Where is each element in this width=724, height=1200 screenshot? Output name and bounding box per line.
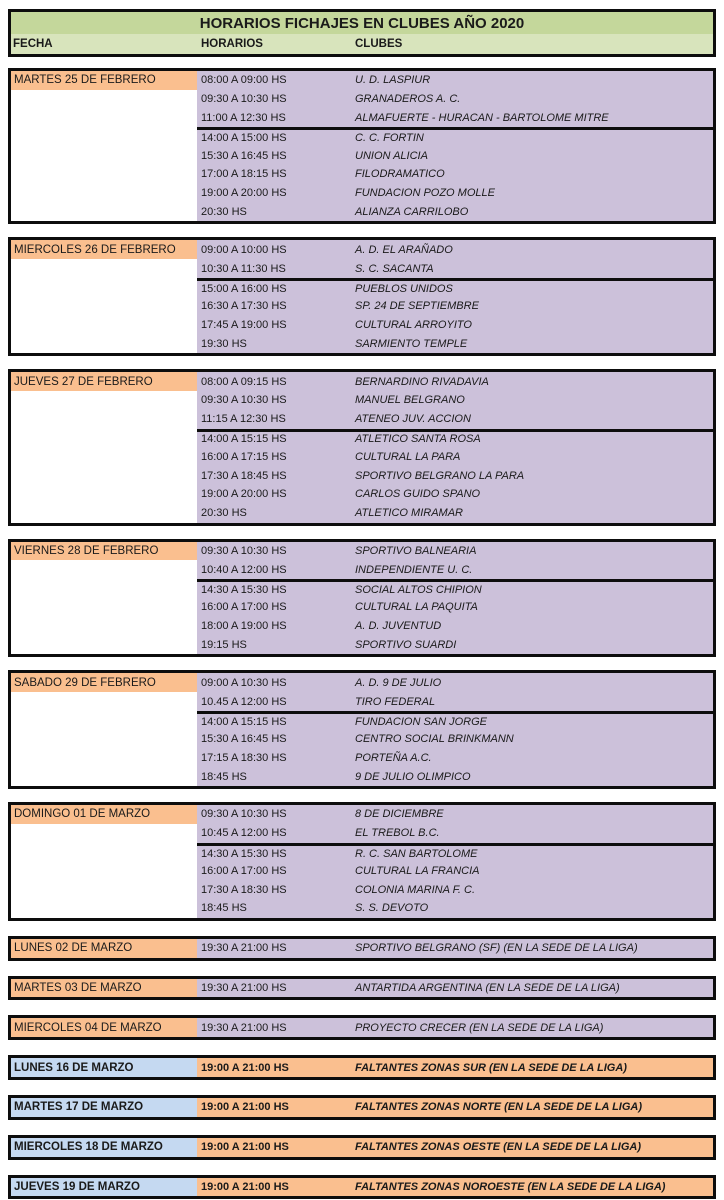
club-cell: U. D. LASPIUR xyxy=(355,74,431,87)
club-cell: A. D. JUVENTUD xyxy=(355,620,442,633)
time-cell: 09:00 A 10:00 HS xyxy=(201,243,287,256)
club-cell: C. C. FORTIN xyxy=(355,132,424,145)
schedule-section xyxy=(8,68,716,224)
date-column xyxy=(11,673,197,786)
schedule-row xyxy=(197,504,713,523)
time-cell: 14:30 A 15:30 HS xyxy=(201,847,287,860)
schedule-section xyxy=(8,1055,716,1080)
schedule-row xyxy=(197,71,713,90)
club-cell: CULTURAL ARROYITO xyxy=(355,318,472,331)
time-cell: 14:30 A 15:30 HS xyxy=(201,584,287,597)
club-cell: FALTANTES ZONAS NORTE (EN LA SEDE DE LA LIGA) xyxy=(355,1101,643,1114)
club-cell: CULTURAL LA FRANCIA xyxy=(355,864,480,877)
club-cell: INDEPENDIENTE U. C. xyxy=(355,563,473,576)
schedule-section xyxy=(8,802,716,921)
club-cell: COLONIA MARINA F. C. xyxy=(355,883,476,896)
schedule-section xyxy=(8,976,716,1001)
club-cell: CULTURAL LA PAQUITA xyxy=(355,601,478,614)
time-cell: 15:30 A 16:45 HS xyxy=(201,733,287,746)
schedule-row xyxy=(197,90,713,109)
schedule-row xyxy=(197,447,713,466)
time-cell: 10:45 A 12:00 HS xyxy=(201,827,287,840)
club-cell: BERNARDINO RIVADAVIA xyxy=(355,375,489,388)
schedule-row xyxy=(197,598,713,617)
schedule-section xyxy=(8,1095,716,1120)
club-cell: 9 DE JULIO OLIMPICO xyxy=(355,770,471,783)
schedule-row xyxy=(197,240,713,259)
club-cell: SPORTIVO SUARDI xyxy=(355,638,457,651)
time-cell: 19:00 A 20:00 HS xyxy=(201,187,287,200)
schedule-row xyxy=(197,979,713,998)
date-column xyxy=(11,542,197,655)
time-cell: 15:30 A 16:45 HS xyxy=(201,149,287,162)
club-cell: CARLOS GUIDO SPANO xyxy=(355,488,481,501)
rows-column xyxy=(197,542,713,655)
time-cell: 09:30 A 10:30 HS xyxy=(201,394,287,407)
date-cell: MIERCOLES 18 DE MARZO xyxy=(11,1138,197,1157)
club-cell: ATLETICO SANTA ROSA xyxy=(355,433,481,446)
schedule-row xyxy=(197,259,713,278)
date-cell: LUNES 02 DE MARZO xyxy=(11,939,197,958)
date-cell: SABADO 29 DE FEBRERO xyxy=(11,673,197,692)
schedule-row xyxy=(197,899,713,918)
time-cell: 16:00 A 17:00 HS xyxy=(201,864,287,877)
club-cell: ALMAFUERTE - HURACAN - BARTOLOME MITRE xyxy=(355,111,609,124)
date-cell: LUNES 16 DE MARZO xyxy=(11,1058,197,1077)
club-cell: SPORTIVO BELGRANO (SF) (EN LA SEDE DE LA LIGA) xyxy=(355,942,638,955)
date-column xyxy=(11,372,197,522)
schedule-row xyxy=(197,127,713,146)
schedule-row xyxy=(197,372,713,391)
time-cell: 19:00 A 21:00 HS xyxy=(201,1141,289,1154)
date-column xyxy=(11,1098,197,1117)
schedule-section xyxy=(8,936,716,961)
time-cell: 19:00 A 21:00 HS xyxy=(201,1101,289,1114)
club-cell: FALTANTES ZONAS OESTE (EN LA SEDE DE LA LIGA) xyxy=(355,1141,642,1154)
date-column xyxy=(11,1178,197,1197)
club-cell: CENTRO SOCIAL BRINKMANN xyxy=(355,733,514,746)
rows-column xyxy=(197,71,713,221)
time-cell: 10:40 A 12:00 HS xyxy=(201,563,287,576)
schedule-row xyxy=(197,1178,713,1197)
time-cell: 08:00 A 09:15 HS xyxy=(201,375,287,388)
time-cell: 16:00 A 17:00 HS xyxy=(201,601,287,614)
club-cell: SPORTIVO BALNEARIA xyxy=(355,544,477,557)
schedule-row xyxy=(197,560,713,579)
rows-column xyxy=(197,673,713,786)
club-cell: FALTANTES ZONAS NOROESTE (EN LA SEDE DE LA LIGA) xyxy=(355,1181,666,1194)
club-cell: PROYECTO CRECER (EN LA SEDE DE LA LIGA) xyxy=(355,1021,604,1034)
date-column xyxy=(11,979,197,998)
schedule-row xyxy=(197,466,713,485)
schedule-row xyxy=(197,692,713,711)
time-cell: 19:00 A 21:00 HS xyxy=(201,1061,289,1074)
schedule-row xyxy=(197,730,713,749)
date-cell: MIERCOLES 04 DE MARZO xyxy=(11,1018,197,1037)
club-cell: GRANADEROS A. C. xyxy=(355,93,461,106)
club-cell: ANTARTIDA ARGENTINA (EN LA SEDE DE LA LIGA) xyxy=(355,982,620,995)
time-cell: 18:00 A 19:00 HS xyxy=(201,620,287,633)
time-cell: 14:00 A 15:00 HS xyxy=(201,132,287,145)
column-header-horarios: HORARIOS xyxy=(201,38,263,50)
time-cell: 18:45 HS xyxy=(201,770,247,783)
schedule-row xyxy=(197,939,713,958)
schedule-row xyxy=(197,278,713,297)
time-cell: 18:45 HS xyxy=(201,902,247,915)
time-cell: 19:00 A 21:00 HS xyxy=(201,1181,289,1194)
schedule-row xyxy=(197,297,713,316)
date-cell: JUEVES 19 DE MARZO xyxy=(11,1178,197,1197)
schedule-row xyxy=(197,146,713,165)
date-column xyxy=(11,1058,197,1077)
schedule-row xyxy=(197,391,713,410)
club-cell: 8 DE DICIEMBRE xyxy=(355,808,444,821)
date-cell: MARTES 17 DE MARZO xyxy=(11,1098,197,1117)
column-headers xyxy=(11,34,713,54)
rows-column xyxy=(197,1138,713,1157)
schedule-row xyxy=(197,542,713,561)
time-cell: 17:45 A 19:00 HS xyxy=(201,318,287,331)
schedule-row xyxy=(197,824,713,843)
schedule-row xyxy=(197,109,713,128)
schedule-row xyxy=(197,203,713,222)
schedule-section xyxy=(8,1175,716,1200)
date-column xyxy=(11,1138,197,1157)
time-cell: 19:30 A 21:00 HS xyxy=(201,1021,287,1034)
date-column xyxy=(11,805,197,918)
time-cell: 10.45 A 12:00 HS xyxy=(201,695,287,708)
time-cell: 11:00 A 12:30 HS xyxy=(201,111,286,124)
time-cell: 17:15 A 18:30 HS xyxy=(201,751,287,764)
schedule-row xyxy=(197,711,713,730)
schedule-row xyxy=(197,334,713,353)
column-header-fecha: FECHA xyxy=(13,38,53,50)
time-cell: 09:30 A 10:30 HS xyxy=(201,808,287,821)
schedule-row xyxy=(197,184,713,203)
schedule-section xyxy=(8,670,716,789)
club-cell: SOCIAL ALTOS CHIPION xyxy=(355,584,482,597)
time-cell: 17:30 A 18:30 HS xyxy=(201,883,287,896)
club-cell: SP. 24 DE SEPTIEMBRE xyxy=(355,300,479,313)
club-cell: ATLETICO MIRAMAR xyxy=(355,507,463,520)
club-cell: UNION ALICIA xyxy=(355,149,428,162)
club-cell: FILODRAMATICO xyxy=(355,168,445,181)
date-column xyxy=(11,939,197,958)
schedule-row xyxy=(197,767,713,786)
time-cell: 19:15 HS xyxy=(201,638,247,651)
time-cell: 19:30 A 21:00 HS xyxy=(201,982,287,995)
schedule-row xyxy=(197,617,713,636)
schedule-row xyxy=(197,165,713,184)
table-header xyxy=(8,9,716,57)
club-cell: PORTEÑA A.C. xyxy=(355,751,432,764)
schedule-section xyxy=(8,539,716,658)
schedule-row xyxy=(197,579,713,598)
club-cell: ATENEO JUV. ACCION xyxy=(355,413,471,426)
date-cell: JUEVES 27 DE FEBRERO xyxy=(11,372,197,391)
rows-column xyxy=(197,1058,713,1077)
rows-column xyxy=(197,805,713,918)
schedule-row xyxy=(197,861,713,880)
rows-column xyxy=(197,939,713,958)
club-cell: SPORTIVO BELGRANO LA PARA xyxy=(355,469,525,482)
schedule-row xyxy=(197,843,713,862)
date-cell: VIERNES 28 DE FEBRERO xyxy=(11,542,197,561)
page-title: HORARIOS FICHAJES EN CLUBES AÑO 2020 xyxy=(11,12,713,34)
rows-column xyxy=(197,979,713,998)
schedule-row xyxy=(197,636,713,655)
date-column xyxy=(11,1018,197,1037)
rows-column xyxy=(197,1018,713,1037)
rows-column xyxy=(197,240,713,353)
schedule-row xyxy=(197,749,713,768)
time-cell: 16:30 A 17:30 HS xyxy=(201,300,287,313)
schedule-row xyxy=(197,1058,713,1077)
date-column xyxy=(11,240,197,353)
time-cell: 14:00 A 15:15 HS xyxy=(201,715,287,728)
time-cell: 17:30 A 18:45 HS xyxy=(201,469,287,482)
schedule-row xyxy=(197,429,713,448)
schedule-section xyxy=(8,237,716,356)
club-cell: TIRO FEDERAL xyxy=(355,695,436,708)
schedule-section xyxy=(8,369,716,525)
time-cell: 16:00 A 17:15 HS xyxy=(201,450,287,463)
date-cell: MARTES 03 DE MARZO xyxy=(11,979,197,998)
schedule-row xyxy=(197,880,713,899)
schedule-sections xyxy=(8,68,716,1199)
club-cell: S. C. SACANTA xyxy=(355,262,434,275)
time-cell: 19:00 A 20:00 HS xyxy=(201,488,287,501)
club-cell: PUEBLOS UNIDOS xyxy=(355,282,453,295)
club-cell: FUNDACION POZO MOLLE xyxy=(355,187,495,200)
club-cell: MANUEL BELGRANO xyxy=(355,394,465,407)
time-cell: 11:15 A 12:30 HS xyxy=(201,413,286,426)
schedule-row xyxy=(197,1018,713,1037)
time-cell: 17:00 A 18:15 HS xyxy=(201,168,287,181)
club-cell: SARMIENTO TEMPLE xyxy=(355,337,468,350)
club-cell: ALIANZA CARRILOBO xyxy=(355,205,469,218)
date-column xyxy=(11,71,197,221)
time-cell: 19:30 HS xyxy=(201,337,247,350)
club-cell: EL TREBOL B.C. xyxy=(355,827,440,840)
date-cell: DOMINGO 01 DE MARZO xyxy=(11,805,197,824)
schedule-row xyxy=(197,316,713,335)
date-cell: MIERCOLES 26 DE FEBRERO xyxy=(11,240,197,259)
club-cell: CULTURAL LA PARA xyxy=(355,450,461,463)
club-cell: R. C. SAN BARTOLOME xyxy=(355,847,478,860)
rows-column xyxy=(197,1098,713,1117)
schedule-row xyxy=(197,1098,713,1117)
time-cell: 19:30 A 21:00 HS xyxy=(201,942,287,955)
club-cell: A. D. 9 DE JULIO xyxy=(355,676,442,689)
schedule-row xyxy=(197,673,713,692)
column-header-clubes: CLUBES xyxy=(355,38,403,50)
time-cell: 15:00 A 16:00 HS xyxy=(201,282,287,295)
time-cell: 14:00 A 15:15 HS xyxy=(201,433,287,446)
schedule-section xyxy=(8,1015,716,1040)
time-cell: 08:00 A 09:00 HS xyxy=(201,74,287,87)
rows-column xyxy=(197,1178,713,1197)
schedule-sheet xyxy=(8,9,716,1199)
club-cell: S. S. DEVOTO xyxy=(355,902,429,915)
time-cell: 09:30 A 10:30 HS xyxy=(201,93,287,106)
schedule-row xyxy=(197,410,713,429)
club-cell: FUNDACION SAN JORGE xyxy=(355,715,488,728)
schedule-row xyxy=(197,1138,713,1157)
time-cell: 09:30 A 10:30 HS xyxy=(201,544,287,557)
time-cell: 20:30 HS xyxy=(201,205,247,218)
schedule-row xyxy=(197,805,713,824)
club-cell: FALTANTES ZONAS SUR (EN LA SEDE DE LA LIGA) xyxy=(355,1061,627,1074)
club-cell: A. D. EL ARAÑADO xyxy=(355,243,453,256)
time-cell: 10:30 A 11:30 HS xyxy=(201,262,286,275)
date-cell: MARTES 25 DE FEBRERO xyxy=(11,71,197,90)
schedule-section xyxy=(8,1135,716,1160)
rows-column xyxy=(197,372,713,522)
time-cell: 09:00 A 10:30 HS xyxy=(201,676,287,689)
schedule-row xyxy=(197,485,713,504)
time-cell: 20:30 HS xyxy=(201,507,247,520)
